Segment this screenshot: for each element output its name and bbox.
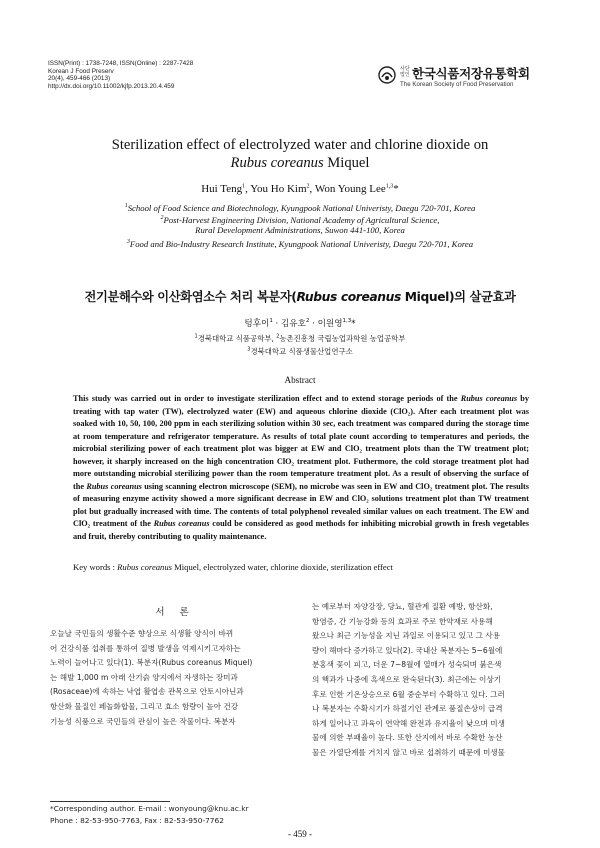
author-list-ko [40, 317, 560, 329]
body-line: 하게 일어나고 과육이 연약해 완전과 유지율이 낮으며 미생 [312, 718, 505, 728]
author-3: , Won Young Lee [309, 183, 386, 195]
author-list [40, 183, 560, 195]
affiliation-2-cont [0, 224, 600, 236]
author-ko-1: 텅후이 [244, 319, 270, 329]
title-line-2 [40, 154, 560, 172]
affiliation-text: School of Food Science and Biotechnology, Kyungpook National Univeristy, Daegu 720-701, Korea [127, 202, 476, 213]
doi-link[interactable]: http://dx.doi.org/10.11002/kjfp.2013.20.4.459 [48, 82, 175, 90]
keywords-list: Miquel, electrolyzed water, chlorine dioxide, sterilization effect [172, 562, 393, 572]
body-line: 노력이 늘어나고 있다(1). 복분자(Rubus coreanus Miquel) [50, 658, 253, 668]
body-left-column [50, 627, 302, 729]
footnote-email: *Corresponding author. E-mail : wonyoung@knu.ac.kr [50, 804, 249, 813]
keywords-species: Rubus coreanus [117, 562, 172, 572]
journal-metadata [48, 60, 193, 90]
body-line: 항산화 물질인 페놀화합물, 그리고 효소 함량이 높아 건강 [50, 701, 239, 711]
author-ko-3: · 이원영 [309, 319, 343, 329]
affiliation-ko-text: 농촌진흥청 국립농업과학원 농업공학부 [279, 334, 406, 343]
body-line: 오늘날 국민들의 생활수준 향상으로 식생활 양식이 바뀌 [50, 629, 234, 638]
body-line: 어 건강식품 섭취를 통하여 질병 발생을 억제시키고자하는 [50, 643, 241, 653]
title-line-1: Sterilization effect of electrolyzed water and chlorine dioxide on [111, 137, 489, 153]
body-line: 왔으나 최근 기능성을 지닌 과일로 이용되고 있고 그 사용 [312, 631, 501, 641]
body-line: 물은 가열단계를 거치지 않고 바로 섭취하기 때문에 미생물 [312, 747, 505, 757]
affiliation-sup: 3 [126, 239, 130, 245]
title-line-2-rest: Miquel [323, 155, 370, 171]
abstract-body [73, 393, 529, 544]
body-line: 는 해발 1,000 m 아래 산기슭 양지에서 자생하는 장미과 [50, 672, 238, 682]
abstract-text: This study was carried out in order to investigate sterilization effect and to extend storage periods of the [73, 394, 461, 403]
affiliation-ko-sup: 1 [194, 333, 198, 340]
issn-line: ISSN(Print) : 1738-7248, ISSN(Online) : 2287-7428 [48, 60, 194, 67]
abstract-text: using scanning electron microscope (SEM), no microbe was seen in EW and ClO₂ treatment plot. The results of measuring enzyme activity showed a more significant decrease in EW and ClO₂ solutions treatment plot than TW treatment plot but gradually increased with time. The contents of total polyphenol revealed similar values on each treatment. The EW and ClO₂ treatment of the [73, 481, 530, 529]
author-2-sup: 2 [306, 183, 310, 190]
affiliation-ko-text: 경북대학교 식품공학부, [197, 334, 277, 343]
footnote-divider [50, 801, 170, 802]
affiliation-3 [0, 236, 600, 250]
title-ko-species: Rubus coreanus [296, 290, 401, 304]
body-line: 항염증, 간 기능강화 등의 효과로 주로 한약재로 사용해 [312, 616, 493, 626]
title-ko-post: Miquel)의 살균효과 [400, 290, 516, 304]
title-ko-pre: 전기분해수와 이산화염소수 처리 복분자( [84, 290, 297, 304]
society-emblem-icon [378, 66, 396, 84]
affiliation-ko-text: 경북대학교 식품생물산업연구소 [250, 347, 353, 356]
abstract-species: Rubus coreanus [86, 481, 142, 491]
affiliation-text: Post-Harvest Engineering Division, National Academy of Agricultural Science, [163, 214, 440, 225]
page-number: - 459 - [288, 829, 312, 839]
author-ko-2-sup: 2 [305, 318, 310, 325]
author-3-sup: 1,3 [385, 183, 394, 190]
body-line: 나 복분자는 수확시기가 하절기인 관계로 품질손상이 급격 [312, 704, 503, 714]
body-line: (Rosaceae)에 속하는 낙엽 활엽송 관목으로 안토시아닌과 [50, 687, 244, 697]
author-2: , You Ho Kim [245, 183, 307, 195]
abstract-species: Rubus coreanus [460, 394, 518, 403]
affiliation-text: Rural Development Administrations, Suwon 441-100, Korea [195, 225, 405, 235]
journal-name: Korean J Food Preserv [48, 67, 114, 75]
society-logo [378, 64, 558, 92]
society-name-ko: 한국식품저장유통학회 [412, 66, 530, 81]
affiliation-ko-sup: 3 [247, 346, 251, 353]
volume-line: 20(4), 459-466 (2013) [48, 75, 111, 83]
corresponding-star-ko: * [351, 319, 356, 329]
abstract-text: could be considered as good methods for inhibiting microbial growth in fresh vegetables and fruit, thereby contributing to quality maintenance. [73, 519, 529, 542]
society-name-en: The Korean Society of Food Preservation [400, 81, 514, 88]
affiliation-text: Food and Bio-Industry Research Institute, Kyungpook National Univeristy, Daegu 720-701, Korea [129, 238, 474, 249]
affiliation-ko-1 [40, 333, 560, 344]
body-line: 분홍색 꽃이 피고, 더운 7~8월에 열매가 성숙되며 붉은색 [312, 660, 502, 670]
affiliation-ko-2 [40, 346, 560, 357]
body-right-column [312, 600, 552, 761]
footnote-phone: Phone : 82-53-950-7763, Fax : 82-53-950-7762 [50, 816, 224, 825]
author-1: Hui Teng [201, 183, 243, 195]
author-ko-2: · 김유호 [272, 319, 306, 329]
society-prefix: 사단법인 [400, 66, 410, 78]
affiliation-sup: 2 [160, 215, 164, 221]
corresponding-footnote [50, 803, 249, 827]
section-heading-intro: 서 론 [155, 607, 195, 618]
corresponding-star: * [393, 183, 399, 195]
title-species: Rubus coreanus [230, 155, 324, 171]
author-ko-1-sup: 1 [269, 318, 273, 325]
keywords [73, 562, 529, 572]
keywords-label: Key words : [73, 562, 118, 572]
body-line: 는 예로부터 자양강장, 당뇨, 혈관계 질환 예방, 항산화, [312, 602, 493, 611]
abstract-species: Rubus coreanus [153, 519, 210, 529]
paper-title-en [40, 136, 560, 172]
paper-title-ko [40, 287, 560, 305]
author-1-sup: 1 [242, 183, 246, 190]
body-line: 량이 해마다 증가하고 있다(2). 국내산 복분자는 5~6월에 [312, 645, 503, 655]
body-line: 기능성 식품으로 국민들의 관심이 높은 작물이다. 복분자 [50, 716, 236, 726]
affiliation-sup: 1 [124, 203, 128, 209]
body-line: 물에 의한 부패율이 높다. 또한 산지에서 바로 수확한 농산 [312, 733, 503, 743]
abstract-text: by treating with tap water (TW), electrolyzed water (EW) and aqueous chlorine dioxide (ClO₂). After each treatment plot was soaked with 10, 50, 100, 200 ppm in each sterilizing solution within 30 sec, each treatment was compared during the storage time at room temperature and refrigerator temperature. As results of total plate count according to temperatures and periods, the microbial sterilizing power of each treatment plot was bigger at EW and ClO₂ treatment plots than the TW treatment plot; however, it sharply increased on the high concentration ClO₂ treatment plot. Futhermore, the cold storage treatment plot had more outstanding microbial sterilizing power than the room temperature treatment plot. As a result of observing the surface of the [73, 394, 530, 491]
body-line: 후로 인한 기온상승으로 6월 중순부터 수확하고 있다. 그러 [312, 689, 505, 699]
body-line: 의 핵과가 나중에 흑색으로 완숙된다(3). 최근에는 이상기 [312, 674, 502, 684]
abstract-heading: Abstract [284, 375, 316, 385]
affiliation-ko-sup: 2 [276, 333, 280, 340]
author-ko-3-sup: 1,3 [342, 318, 352, 325]
